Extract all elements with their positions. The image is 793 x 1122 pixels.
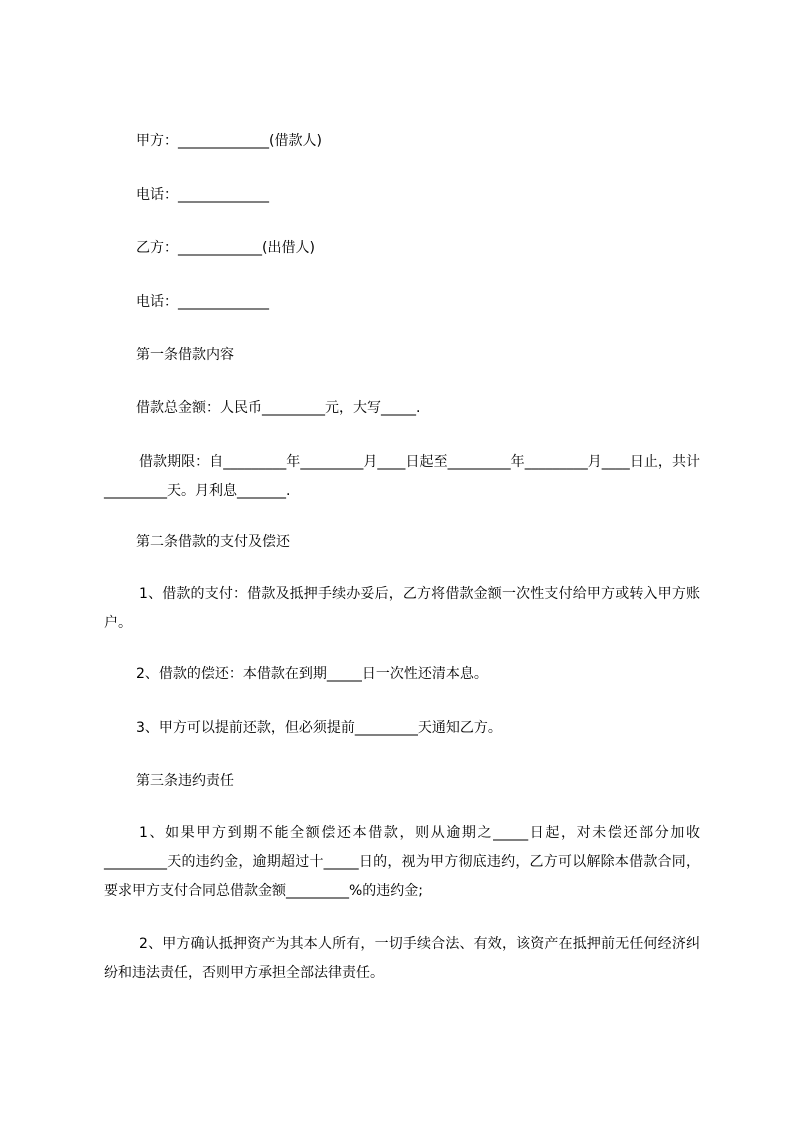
early-repayment-line: 3、甲方可以提前还款，但必须提前_________天通知乙方。 <box>136 720 502 736</box>
article3-heading: 第三条违约责任 <box>136 773 234 789</box>
collateral-paragraph: 2、甲方确认抵押资产为其本人所有，一切手续合法、有效，该资产在抵押前无任何经济纠纷和违法责任，否则甲方承担全部法律责任。 <box>104 936 700 981</box>
party-a-line: 甲方：_____________(借款人) <box>136 133 322 149</box>
loan-term-paragraph: 借款期限：自_________年_________月____日起至_________年_________月____日止，共计_________天。月利息_______. <box>104 454 700 499</box>
party-b-phone-line: 电话：_____________ <box>136 294 269 310</box>
article2-heading: 第二条借款的支付及偿还 <box>136 534 290 550</box>
repayment-line: 2、借款的偿还：本借款在到期_____日一次性还清本息。 <box>136 666 488 682</box>
payment-paragraph: 1、借款的支付：借款及抵押手续办妥后，乙方将借款金额一次性支付给甲方或转入甲方账户。 <box>104 586 700 631</box>
default-paragraph: 1、如果甲方到期不能全额偿还本借款，则从逾期之_____日起，对未偿还部分加收_________天的违约金，逾期超过十_____日的，视为甲方彻底违约，乙方可以解除本借款合同，要求甲方支付合同总借款金额_________%的违约金; <box>104 825 700 899</box>
loan-amount-line: 借款总金额：人民币_________元，大写_____. <box>136 400 421 416</box>
party-b-line: 乙方：____________(出借人) <box>136 240 315 256</box>
article1-heading: 第一条借款内容 <box>136 347 234 363</box>
party-a-phone-line: 电话：_____________ <box>136 187 269 203</box>
